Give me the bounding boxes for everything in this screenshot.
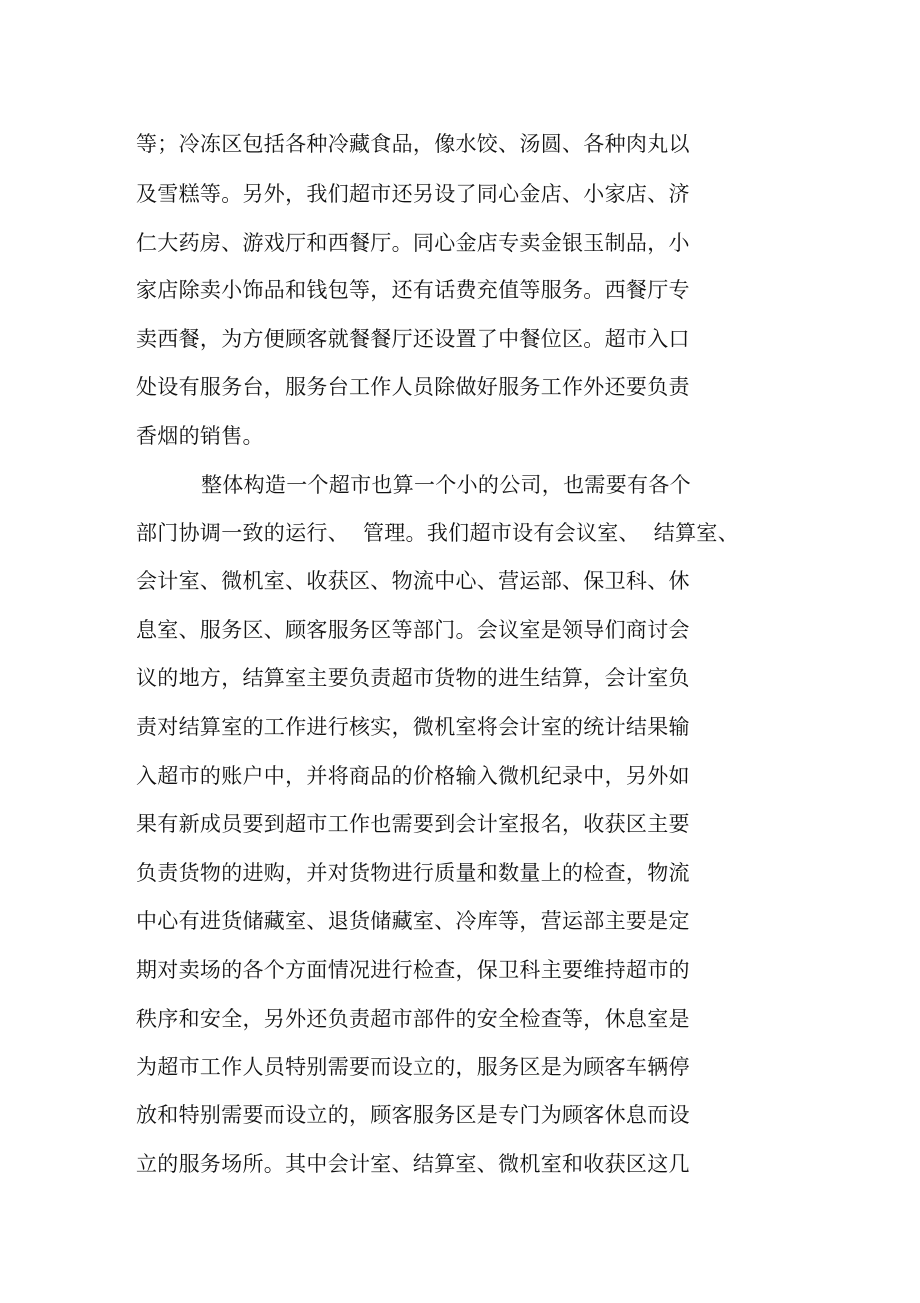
paragraph-1-line-5: 卖西餐，为方便顾客就餐餐厅还设置了中餐位区。超市入口 [136,327,690,351]
paragraph-1-line-2: 及雪糕等。另外，我们超市还另设了同心金店、小家店、济 [136,182,690,206]
paragraph-1-line-4: 家店除卖小饰品和钱包等，还有话费充值等服务。西餐厅专 [136,278,690,302]
paragraph-1-line-3: 仁大药房、游戏厅和西餐厅。同心金店专卖金银玉制品，小 [136,231,690,255]
paragraph-2-line-1: 整体构造一个超市也算一个小的公司，也需要有各个 [201,473,691,497]
paragraph-2-line-14: 放和特别需要而设立的，顾客服务区是专门为顾客休息而设 [136,1103,690,1127]
paragraph-2-line-13: 为超市工作人员特别需要而设立的，服务区是为顾客车辆停 [136,1055,690,1079]
paragraph-2-line-8: 果有新成员要到超市工作也需要到会计室报名，收获区主要 [136,812,690,836]
paragraph-2-line-3: 会计室、微机室、收获区、物流中心、营运部、保卫科、休 [136,569,690,593]
paragraph-1-line-6: 处设有服务台，服务台工作人员除做好服务工作外还要负责 [136,375,690,399]
paragraph-2-line-4: 息室、服务区、顾客服务区等部门。会议室是领导们商讨会 [136,618,690,642]
paragraph-2-line-2: 部门协调一致的运行、 管理。我们超市设有会议室、 结算室、 [136,521,739,545]
paragraph-2-line-12: 秩序和安全，另外还负责超市部件的安全检查等，休息室是 [136,1007,690,1031]
paragraph-2-line-10: 中心有进货储藏室、退货储藏室、冷库等，营运部主要是定 [136,909,690,933]
paragraph-2-line-5: 议的地方，结算室主要负责超市货物的进生结算，会计室负 [136,666,690,690]
paragraph-1-line-1: 等；冷冻区包括各种冷藏食品，像水饺、汤圆、各种肉丸以 [136,132,690,156]
paragraph-2-line-7: 入超市的账户中，并将商品的价格输入微机纪录中，另外如 [136,764,690,788]
paragraph-2-line-9: 负责货物的进购，并对货物进行质量和数量上的检查，物流 [136,861,690,885]
paragraph-2-line-11: 期对卖场的各个方面情况进行检查，保卫科主要维持超市的 [136,958,690,982]
paragraph-2-line-6: 责对结算室的工作进行核实，微机室将会计室的统计结果输 [136,715,690,739]
paragraph-1-line-7: 香烟的销售。 [136,424,264,448]
paragraph-2-line-15: 立的服务场所。其中会计室、结算室、微机室和收获区这几 [136,1152,690,1176]
